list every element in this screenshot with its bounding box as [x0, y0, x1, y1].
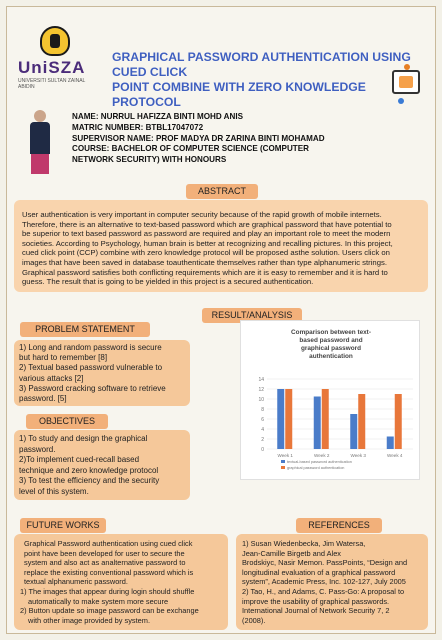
result-chart — [240, 320, 420, 480]
title-line-2: POINT COMBINE WITH ZERO KNOWLEDGE PROTOCOL — [112, 80, 366, 109]
legend-label: graphical password authentication — [287, 466, 345, 470]
y-tick-label: 10 — [258, 396, 264, 403]
problem-panel — [14, 340, 190, 406]
abstract-line: guess. The result that is going to be yielded in this project is a secured authentication. — [22, 277, 314, 287]
result-heading: RESULT/ANALYSIS — [202, 308, 302, 323]
student-info — [72, 112, 422, 166]
student-photo — [26, 110, 54, 174]
y-tick-label: 6 — [261, 416, 264, 423]
reference-line: Brodskiyc, Nasir Memon. PassPoints, “Design and — [242, 558, 408, 568]
reference-line: improve the usability of graphical passwords. — [242, 596, 390, 606]
y-tick-label: 4 — [261, 426, 264, 433]
chart-bar — [277, 389, 284, 449]
university-logo — [14, 26, 96, 96]
future-line: point have been developed for user to secure the — [24, 548, 185, 558]
abstract-line: societies. According to Psychology, human brain is better at recognizing and recalling pictures. In this project, — [22, 238, 393, 248]
problem-line: but hard to remember [8] — [19, 353, 108, 363]
chart-plot — [241, 321, 421, 481]
abstract-line: be superior to text based password as password are required and play an important role to meet the modern — [22, 229, 391, 239]
future-line: 1) The images that appear during login should shuffle — [20, 586, 195, 596]
course-line-1: COURSE: BACHELOR OF COMPUTER SCIENCE (COMPUTER — [72, 144, 309, 154]
future-line: with other image provided by system. — [28, 615, 150, 625]
crest-icon — [40, 26, 70, 56]
x-tick-label: Week 1 — [277, 453, 293, 458]
chart-bar — [285, 389, 292, 449]
chart-title-line: based password and — [299, 337, 363, 344]
chart-bar — [314, 397, 321, 450]
objective-line: 3) To test the efficiency and the security — [19, 476, 160, 486]
future-panel — [14, 534, 228, 630]
reference-line: 2) Tao, H., and Adams, C. Pass-Go: A proposal to — [242, 586, 405, 596]
references-panel — [236, 534, 428, 630]
future-line: replace the existing conventional password which is — [24, 567, 194, 577]
supervisor-name: SUPERVISOR NAME: PROF MADYA DR ZARINA BINTI MOHAMAD — [72, 133, 325, 143]
reference-line: Jean-Camille Birgetb and Alex — [242, 548, 342, 558]
objectives-heading: OBJECTIVES — [26, 414, 108, 429]
poster-title — [112, 50, 412, 110]
problem-heading: PROBLEM STATEMENT — [20, 322, 150, 337]
chart-bar — [387, 437, 394, 450]
y-tick-label: 0 — [261, 446, 264, 453]
dot-icon — [404, 64, 410, 70]
chart-title-line: Comparison between text- — [291, 329, 371, 336]
abstract-line: cued click point (CCP) combine with zero knowledge protocol will be proposed asthe solution. Users click on — [22, 248, 390, 258]
objectives-panel — [14, 430, 190, 500]
abstract-heading: ABSTRACT — [186, 184, 258, 199]
y-tick-label: 12 — [258, 386, 264, 393]
future-heading: FUTURE WORKS — [20, 518, 106, 533]
chart-bar — [395, 394, 402, 449]
chart-bar — [358, 394, 365, 449]
future-line: textual alphanumeric password. — [24, 577, 128, 587]
legend-swatch — [281, 466, 285, 469]
future-line: automatically to make system more secure — [28, 596, 169, 606]
reference-line: (2008). — [242, 615, 266, 625]
references-heading: REFERENCES — [296, 518, 382, 533]
objective-line: technique and zero knowledge protocol — [19, 465, 159, 475]
title-line-1: GRAPHICAL PASSWORD AUTHENTICATION USING CUED CLICK — [112, 50, 411, 79]
objective-line: 2)To implement cued-recall based — [19, 455, 140, 465]
matric-number: MATRIC NUMBER: BTBL17047072 — [72, 122, 204, 132]
chart-title-line: graphical password — [300, 345, 362, 352]
reference-line: system”, Academic Press, Inc. 102-127, July 2005 — [242, 577, 406, 587]
future-line: Graphical Password authentication using cued click — [24, 539, 193, 548]
student-name: NAME: NURRUL HAFIZZA BINTI MOHD ANIS — [72, 112, 244, 121]
y-tick-label: 8 — [261, 406, 264, 413]
course-line-2: NETWORK SECURITY) WITH HONOURS — [72, 155, 227, 165]
dot-icon — [398, 98, 404, 104]
legend-swatch — [281, 460, 285, 463]
objective-line: 1) To study and design the graphical — [19, 434, 148, 443]
x-tick-label: Week 3 — [350, 453, 366, 458]
x-tick-label: Week 2 — [314, 453, 330, 458]
legend-label: textual-based password authentication — [287, 460, 352, 464]
chart-title-line: authentication — [309, 353, 353, 360]
y-tick-label: 2 — [261, 436, 264, 443]
logo-subtext: UNIVERSITI SULTAN ZAINAL ABIDIN — [18, 78, 86, 90]
logo-text: UniSZA — [18, 58, 86, 77]
reference-line: International Journal of Network Security 7, 2 — [242, 606, 390, 616]
abstract-line: Graphical password satisfies both conflicting requirements which are it is easy to remember and it is hard to — [22, 267, 388, 277]
problem-line: 2) Textual based password vulnerable to — [19, 363, 163, 373]
reference-line: 1) Susan Wiedenbecka, Jim Watersa, — [242, 539, 366, 548]
chart-bar — [322, 389, 329, 449]
x-tick-label: Week 4 — [387, 453, 403, 458]
tablet-icon — [392, 70, 420, 94]
objective-line: password. — [19, 444, 56, 454]
y-tick-label: 14 — [258, 376, 264, 383]
future-line: system and also act as analternative password to — [24, 558, 186, 568]
problem-line: various attacks [2] — [19, 373, 84, 383]
abstract-panel — [14, 200, 428, 292]
chart-bar — [350, 414, 357, 449]
objective-line: level of this system. — [19, 486, 89, 496]
reference-line: longitudinal evaluation of a graphical password — [242, 567, 396, 577]
abstract-line: images that have been saved in database toauthenticate themselves rather than type alphanumeric strings. — [22, 257, 387, 267]
abstract-line: User authentication is very important in computer security because of the rapid growth of mobile internets. — [22, 210, 382, 219]
future-line: 2) Button update so image password can be exchange — [20, 606, 199, 616]
problem-line: 3) Password cracking software to retrieve — [19, 383, 166, 393]
problem-line: 1) Long and random password is secure — [19, 343, 162, 352]
abstract-line: Therefore, there is an alternative to text-based password which are graphical password that have potential to — [22, 219, 392, 229]
problem-line: password. [5] — [19, 394, 67, 404]
